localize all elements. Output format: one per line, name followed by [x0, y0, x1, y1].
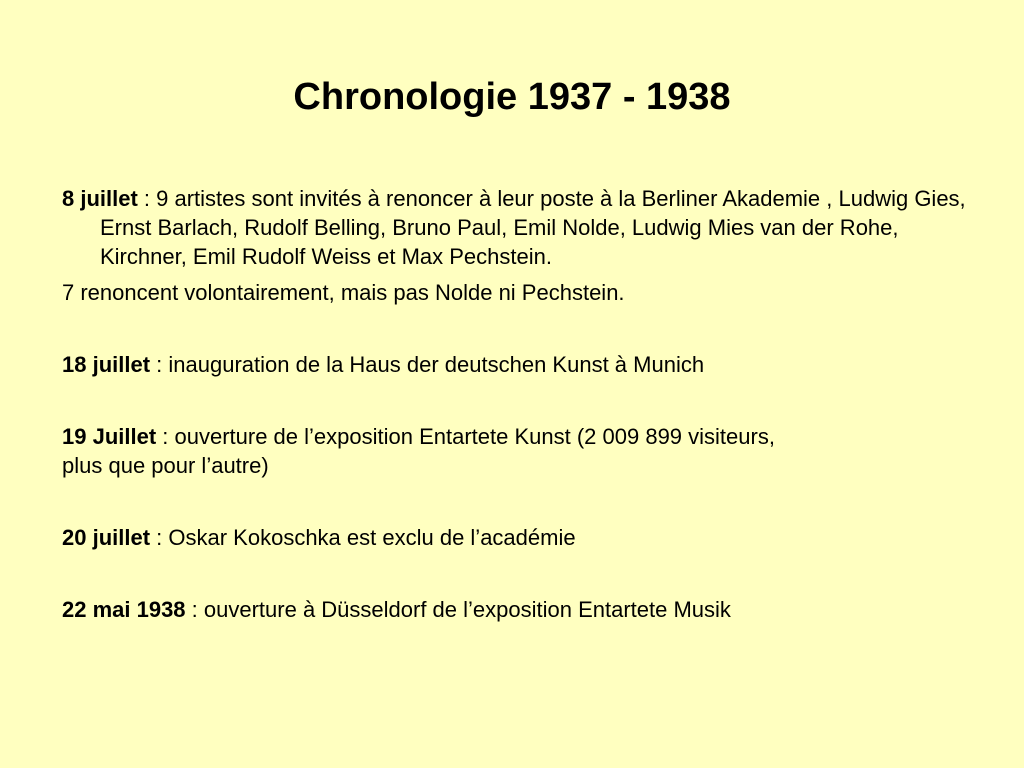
- entry-separator: :: [150, 352, 169, 377]
- entry-date: 20 juillet: [62, 525, 151, 550]
- entry-separator: :: [137, 186, 157, 211]
- entry-text: inauguration de la Haus der deutschen Kunst à Munich: [168, 352, 705, 377]
- entry-8-juillet: [62, 184, 982, 271]
- spacer: [62, 379, 982, 422]
- spacer: [62, 552, 982, 595]
- entry-date: 18 juillet: [62, 352, 151, 377]
- entry-18-juillet: [62, 350, 982, 379]
- spacer: [62, 307, 982, 350]
- slide-content: [62, 184, 982, 624]
- entry-text: Oskar Kokoschka est exclu de l’académie: [168, 525, 576, 550]
- entry-22-mai-1938: [62, 595, 982, 624]
- entry-date: 19 Juillet: [62, 424, 157, 449]
- entry-separator: :: [150, 525, 169, 550]
- spacer: [62, 480, 982, 523]
- slide-title: Chronologie 1937 - 1938: [293, 76, 731, 118]
- entry-text: 7 renoncent volontairement, mais pas Nolde ni Pechstein.: [62, 280, 625, 305]
- entry-date: 8 juillet: [62, 186, 138, 211]
- entry-date: 22 mai 1938: [62, 597, 186, 622]
- entry-separator: :: [156, 424, 175, 449]
- entry-20-juillet: [62, 523, 982, 552]
- entry-renoncent: [62, 278, 982, 307]
- spacer: [62, 271, 982, 278]
- entry-text-continued: plus que pour l’autre): [62, 453, 269, 478]
- entry-text: ouverture de l’exposition Entartete Kunst (2 009 899 visiteurs,: [174, 424, 775, 449]
- entry-19-juillet: [62, 422, 982, 480]
- entry-separator: :: [185, 597, 204, 622]
- entry-text: ouverture à Düsseldorf de l’exposition Entartete Musik: [203, 597, 731, 622]
- entry-text: 9 artistes sont invités à renoncer à leur poste à la Berliner Akademie , Ludwig Gies, Ernst Barlach, Rudolf Belling, Bruno Paul, Emil Nolde, Ludwig Mies van der Rohe, Kirchner, Emil Rudolf Weiss et Max Pechstein.: [100, 186, 966, 269]
